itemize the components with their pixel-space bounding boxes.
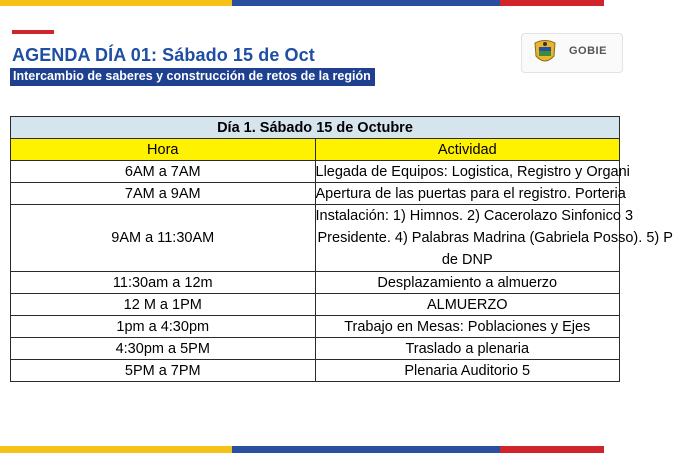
logo-text: GOBIE — [569, 45, 607, 57]
hora-cell: 6AM a 7AM — [11, 161, 316, 183]
actividad-line: Presidente. 4) Palabras Madrina (Gabriela Posso). 5) P — [317, 230, 673, 246]
table-row — [11, 161, 620, 183]
flag-color-bar — [0, 0, 604, 6]
table-row — [11, 316, 620, 338]
flag-yellow-stripe — [0, 446, 232, 453]
table-row — [11, 272, 620, 294]
hora-cell: 5PM a 7PM — [11, 360, 316, 382]
day-header: Día 1. Sábado 15 de Octubre — [11, 117, 620, 139]
column-header-actividad: Actividad — [315, 139, 620, 161]
actividad-cell: Trabajo en Mesas: Poblaciones y Ejes — [315, 316, 620, 338]
page-subtitle: Intercambio de saberes y construcción de retos de la región — [10, 68, 375, 86]
flag-red-stripe — [500, 446, 604, 453]
flag-red-stripe — [500, 0, 604, 6]
table-day-header-row — [11, 117, 620, 139]
coat-of-arms-icon — [532, 39, 558, 67]
title-accent-line — [12, 30, 54, 34]
hora-cell: 1pm a 4:30pm — [11, 316, 316, 338]
hora-cell: 12 M a 1PM — [11, 294, 316, 316]
bottom-flag-color-bar — [0, 446, 604, 453]
table-row — [11, 360, 620, 382]
government-logo — [521, 33, 623, 73]
actividad-cell: ALMUERZO — [315, 294, 620, 316]
actividad-cell-multiline — [315, 205, 673, 272]
agenda-table — [10, 116, 673, 382]
flag-blue-stripe — [232, 0, 500, 6]
flag-blue-stripe — [232, 446, 500, 453]
actividad-cell: Llegada de Equipos: Logistica, Registro y Organi — [315, 161, 620, 183]
table-row — [11, 294, 620, 316]
actividad-cell: Plenaria Auditorio 5 — [315, 360, 620, 382]
actividad-line: de DNP — [441, 252, 493, 268]
actividad-cell: Apertura de las puertas para el registro. Porteria — [315, 183, 620, 205]
actividad-cell: Traslado a plenaria — [315, 338, 620, 360]
hora-cell: 9AM a 11:30AM — [11, 205, 316, 272]
table-row — [11, 338, 620, 360]
table-column-header-row — [11, 139, 620, 161]
page-title: AGENDA DÍA 01: Sábado 15 de Oct — [12, 45, 315, 65]
actividad-line: Instalación: 1) Himnos. 2) Cacerolazo Sinfonico 3 — [315, 208, 634, 224]
actividad-cell: Desplazamiento a almuerzo — [315, 272, 620, 294]
table-row — [11, 205, 620, 272]
column-header-hora: Hora — [11, 139, 316, 161]
flag-yellow-stripe — [0, 0, 232, 6]
table-row — [11, 183, 620, 205]
hora-cell: 11:30am a 12m — [11, 272, 316, 294]
hora-cell: 7AM a 9AM — [11, 183, 316, 205]
hora-cell: 4:30pm a 5PM — [11, 338, 316, 360]
